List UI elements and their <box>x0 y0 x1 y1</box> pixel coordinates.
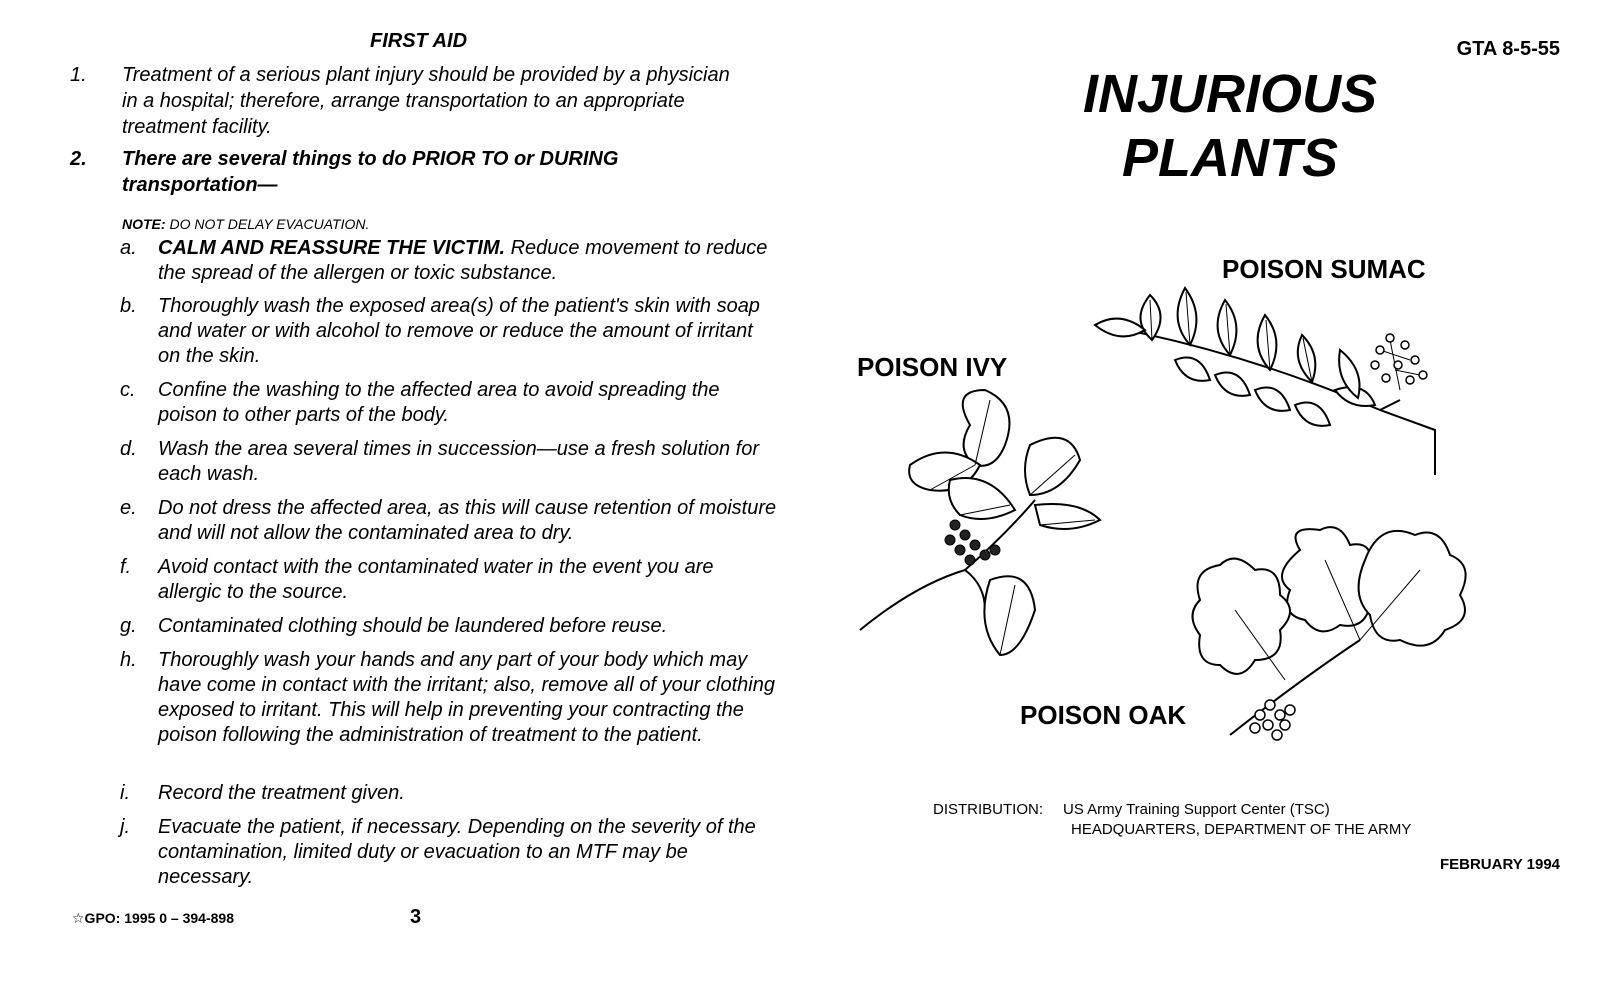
gpo-imprint: ☆GPO: 1995 0 – 394-898 <box>72 910 234 926</box>
poison-oak-label: POISON OAK <box>1020 700 1187 730</box>
page-number: 3 <box>410 906 422 928</box>
step-letter: h. <box>120 649 137 671</box>
distribution-line-1: US Army Training Support Center (TSC) <box>1063 801 1330 818</box>
item-text: Treatment of a serious plant injury should be provided by a physician in a hospital; therefore, arrange transportation to an appropriate treatment facility. <box>122 64 730 138</box>
step-text: Record the treatment given. <box>158 782 405 804</box>
note-body: DO NOT DELAY EVACUATION. <box>165 216 370 232</box>
distribution-label: DISTRIBUTION: <box>933 801 1044 818</box>
step-letter: c. <box>120 379 136 401</box>
step-text: Thoroughly wash the exposed area(s) of the patient's skin with soap and water or with alcohol to remove or reduce the amount of irritant on the skin. <box>158 295 760 367</box>
document-id: GTA 8-5-55 <box>1456 38 1560 60</box>
poison-sumac-illustration <box>1090 280 1470 480</box>
poison-oak-illustration <box>1190 520 1480 760</box>
step-text: Confine the washing to the affected area to avoid spreading the poison to other parts of the body. <box>158 379 720 426</box>
step-letter: b. <box>120 295 137 317</box>
distribution-line-2: HEADQUARTERS, DEPARTMENT OF THE ARMY <box>1071 821 1412 838</box>
step-letter: j. <box>120 816 130 838</box>
step-letter: a. <box>120 237 137 259</box>
poison-ivy-label: POISON IVY <box>857 352 1008 382</box>
step-letter: d. <box>120 438 137 460</box>
step-text: Do not dress the affected area, as this will cause retention of moisture and will not allow the contaminated area to dry. <box>158 497 777 544</box>
step-letter: e. <box>120 497 137 519</box>
step-lead: CALM AND REASSURE THE VICTIM. <box>158 237 506 259</box>
step-text: Evacuate the patient, if necessary. Depending on the severity of the contamination, limited duty or evacuation to an MTF may be necessary. <box>158 816 756 888</box>
first-aid-title: FIRST AID <box>370 30 468 52</box>
poison-ivy-illustration <box>855 385 1125 675</box>
step-text: Wash the area several times in succession—use a fresh solution for each wash. <box>158 438 760 485</box>
step-text: Thoroughly wash your hands and any part of your body which may have come in contact with the irritant; also, remove all of your clothing exposed to irritant. This will help in preventing your contracting the poison following the administration of treatment to the patient. <box>158 649 775 746</box>
item-number: 2. <box>70 148 87 170</box>
note-label: NOTE: <box>122 216 166 232</box>
note-text <box>122 216 369 232</box>
step-text: Contaminated clothing should be laundered before reuse. <box>158 615 668 637</box>
step-text: Avoid contact with the contaminated water in the event you are allergic to the source. <box>158 556 714 603</box>
item-number: 1. <box>70 64 87 86</box>
title-line-2: PLANTS <box>1122 128 1338 188</box>
step-text: Reduce movement to reduce the spread of the allergen or toxic substance. <box>158 237 768 284</box>
step-letter: g. <box>120 615 137 637</box>
item-text: There are several things to do PRIOR TO or DURING transportation— <box>122 148 619 196</box>
page-title <box>1040 62 1420 190</box>
step-letter: f. <box>120 556 132 578</box>
title-line-1: INJURIOUS <box>1082 64 1378 124</box>
step-letter: i. <box>120 782 130 804</box>
poison-sumac-label: POISON SUMAC <box>1222 254 1426 284</box>
publication-date: FEBRUARY 1994 <box>1439 856 1560 873</box>
